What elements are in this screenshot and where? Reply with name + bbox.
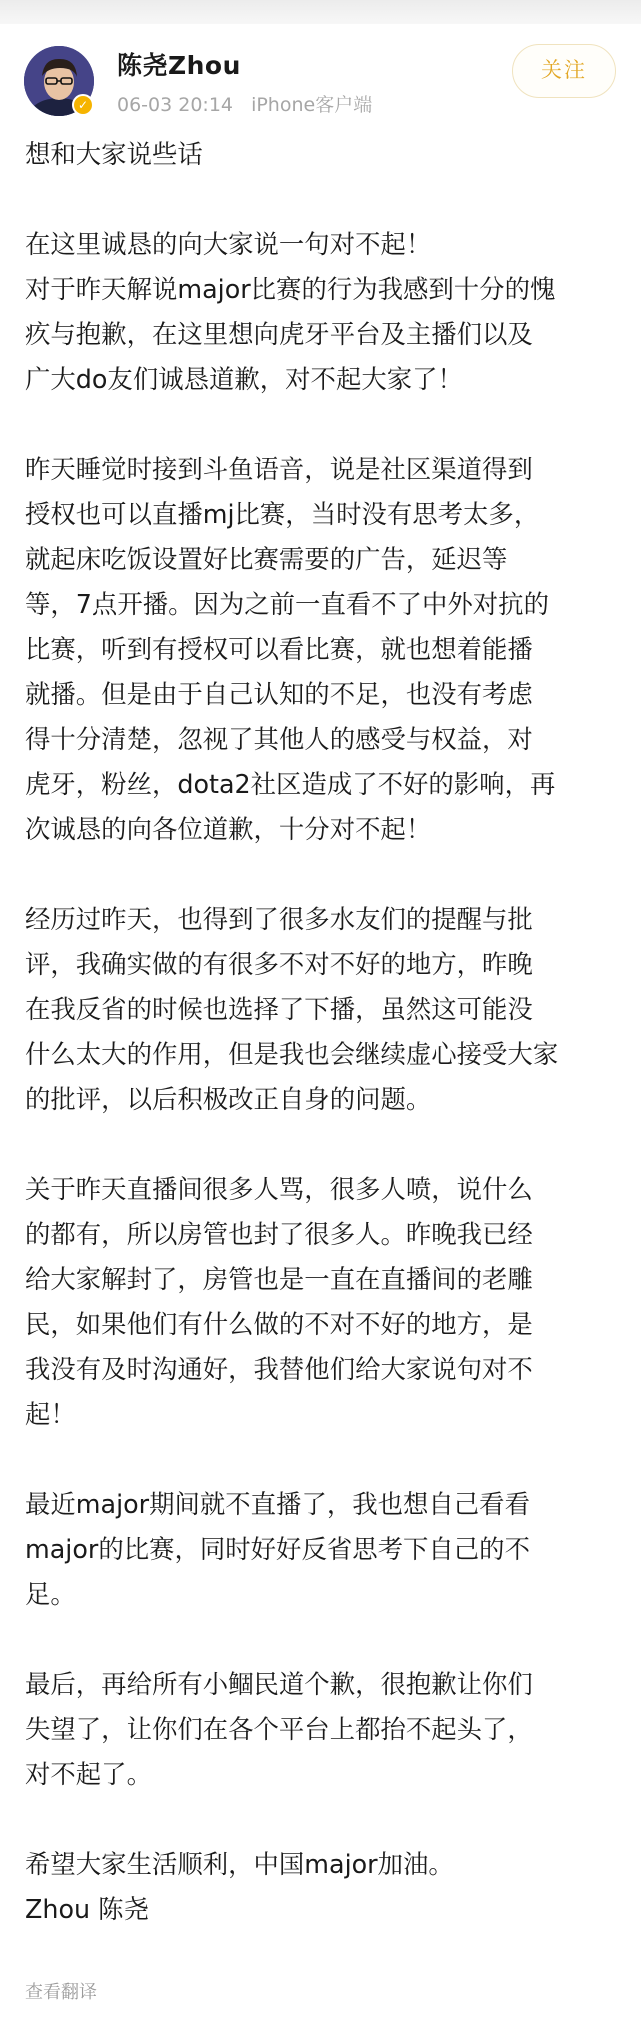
signature: Zhou 陈尧 xyxy=(25,1894,149,1924)
paragraph-intro: 想和大家说些话 xyxy=(25,139,203,169)
paragraph-apology: 在这里诚恳的向大家说一句对不起！ 对于昨天解说major比赛的行为我感到十分的愧 疚与抱歉，在这里想向虎牙平台及主播们以及 广大do友们诚恳道歉，对不起大家了！ xyxy=(25,229,556,394)
post-timestamp: 06-03 20:14 xyxy=(117,94,234,116)
paragraph-explanation: 昨天睡觉时接到斗鱼语音，说是社区渠道得到 授权也可以直播mj比赛，当时没有思考太多， 就起床吃饭设置好比赛需要的广告，延迟等 等，7点开播。因为之前一直看不了中外对抗的 比赛，听到有授权可以看比赛，就也想着能播 就播。但是由于自己认知的不足，也没有考虑 得十分清楚，忽视了其他人的感受与权益，对 虎牙，粉丝，dota2社区造成了不好的影响，再 次诚恳的向各位道歉，十分对不起！ xyxy=(25,454,556,844)
paragraph-reflection: 经历过昨天，也得到了很多水友们的提醒与批 评，我确实做的有很多不对不好的地方，昨晚 在我反省的时候也选择了下播，虽然这可能没 什么太大的作用，但是我也会继续虚心接受大家 的批评，以后积极改正自身的问题。 xyxy=(25,904,559,1114)
paragraph-wishes: 希望大家生活顺利，中国major加油。 xyxy=(25,1849,454,1879)
post-body xyxy=(25,132,625,1932)
top-scroll-strip xyxy=(0,0,641,24)
follow-button[interactable]: 关注 xyxy=(512,44,616,98)
paragraph-pause: 最近major期间就不直播了，我也想自己看看 major的比赛，同时好好反省思考下自己的不 足。 xyxy=(25,1489,530,1609)
post-source: iPhone客户端 xyxy=(251,94,373,116)
post-header xyxy=(0,24,641,126)
paragraph-final-apology: 最后，再给所有小鲴民道个歉，很抱歉让你们 失望了，让你们在各个平台上都抬不起头了， 对不起了。 xyxy=(25,1669,533,1789)
verified-badge-icon: ✓ xyxy=(72,94,94,116)
author-name[interactable]: 陈尧Zhou xyxy=(117,51,241,80)
post-meta xyxy=(117,90,372,117)
view-translation-link[interactable]: 查看翻译 xyxy=(25,1982,97,2003)
paragraph-moderation: 关于昨天直播间很多人骂，很多人喷，说什么 的都有，所以房管也封了很多人。昨晚我已经 给大家解封了，房管也是一直在直播间的老雕 民，如果他们有什么做的不对不好的地方，是 我没有及时沟通好，我替他们给大家说句对不 起！ xyxy=(25,1174,533,1429)
